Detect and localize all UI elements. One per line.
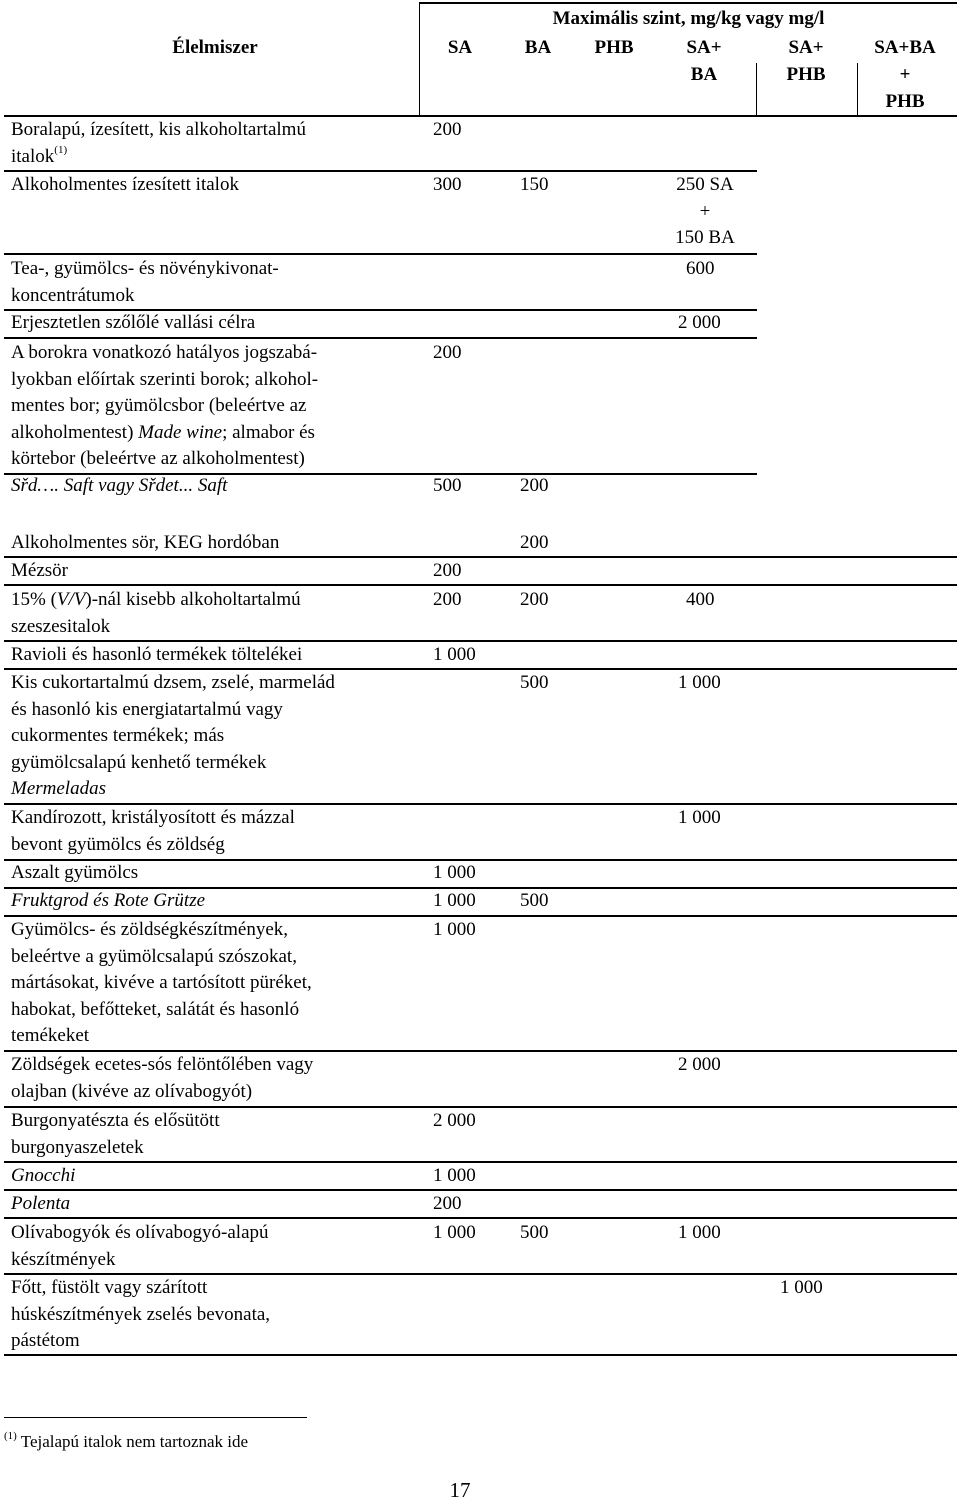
row-divider [4,584,957,586]
table-row-food: Fruktgrod és Rote Grütze [11,890,206,911]
footnote-mark: (1) [4,1430,17,1443]
cell-sa: 300 [433,174,462,195]
cell-sa: 1 000 [433,1165,476,1186]
table-row-food: Aszalt gyümölcs [11,862,139,883]
cell-sa: 200 [433,560,462,581]
table-row-food: Alkoholmentes sör, KEG hordóban [11,532,280,553]
table-row-food: Ravioli és hasonló termékek töltelékei [11,644,303,665]
cell-saba: 250 SA + 150 BA [675,174,735,248]
header-food-column: Élelmiszer [172,37,258,58]
cell-saba: 1 000 [678,1222,721,1243]
header-col-phb: PHB [594,37,634,58]
row-divider [4,337,757,339]
cell-sa: 200 [433,1193,462,1214]
table-row-food: Kandírozott, kristályosított és mázzal bevont gyümölcs és zöldség [11,807,295,855]
header-col-sa: SA [447,37,473,58]
table-row-food: Burgonyatészta és elősütött burgonyaszeletek [11,1110,220,1158]
table-row-food: Zöldségek ecetes-sós felöntőlében vagy olajban (kivéve az olívabogyót) [11,1054,314,1102]
table-row-food: Mézsör [11,560,68,581]
cell-ba: 500 [520,672,549,693]
row-divider [4,1217,957,1219]
table-row-food: Tea-, gyümölcs- és növénykivonat- koncentrátumok [11,258,279,306]
cell-ba: 200 [433,342,462,363]
cell-saba: 1 000 [678,807,721,828]
header-col-saba-line1: SA+ [686,37,722,58]
header-col-saba [668,34,740,88]
cell-ba: 500 [520,890,549,911]
header-supergroup: Maximális szint, mg/kg vagy mg/l [552,8,825,29]
footnote-separator [4,1417,307,1418]
table-row-food: Olívabogyók és olívabogyó-alapú készítmények [11,1222,269,1270]
cell-ba: 150 [520,174,549,195]
cell-ba: 200 [520,532,549,553]
table-row-food: Gyümölcs- és zöldségkészítmények, beleértve a gyümölcsalapú szószokat, mártásokat, kivéve a tartósított püréket, habokat, befőtteket, salátát és hasonló temékeket [11,919,312,1046]
cell-sa: 1 000 [433,919,476,940]
table-row-food: 15% (V/V)-nál kisebb alkoholtartalmú szeszesitalok [11,589,301,637]
table-row-food: Sřd…. Saft vagy Sřdet... Saft [11,475,228,496]
table-row-food: Gnocchi [11,1165,76,1186]
header-col-saphb [770,34,842,88]
column-divider [756,63,757,115]
table-row-food: A borokra vonatkozó hatályos jogszabá- lyokban előírtak szerinti borok; alkohol- mentes bor; gyümölcsbor (beleértve az alkoholmentest) Made wine; almabor és körtebor (beleértve az alkoholmentest) [11,342,319,469]
column-divider [419,2,420,115]
cell-ba: 200 [520,475,549,496]
header-col-sabaphb-line2: + [899,64,911,85]
footnote-text: Tejalapú italok nem tartoznak ide [20,1432,249,1451]
cell-ba: 200 [520,589,549,610]
footnote [4,1430,248,1454]
header-col-saba-line2: BA [690,64,718,85]
header-col-ba: BA [524,37,552,58]
table-row-food: Főtt, füstölt vagy szárított húskészítmények zselés bevonata, pástétom [11,1277,271,1351]
cell-sa: 200 [433,119,462,140]
cell-phb: 400 [686,589,715,610]
cell-sa: 1 000 [433,1222,476,1243]
table-row-food: Alkoholmentes ízesített italok [11,174,239,195]
cell-saba: 2 000 [678,1054,721,1075]
cell-sa: 1 000 [433,890,476,911]
cell-saba: 2 000 [678,312,721,333]
header-col-sabaphb-line1: SA+BA [874,37,936,58]
cell-saphb: 1 000 [780,1277,823,1298]
page-number: 17 [449,1478,471,1502]
column-divider [857,63,858,115]
cell-saba: 1 000 [678,672,721,693]
cell-sa: 1 000 [433,644,476,665]
table-row-food: Boralapú, ízesített, kis alkoholtartalmú italok$^{(1)}$ [11,119,306,167]
cell-sa: 200 [433,589,462,610]
cell-sa: 2 000 [433,1110,476,1131]
header-col-sabaphb-line3: PHB [885,91,925,112]
row-divider [4,253,757,255]
table-row-food: Kis cukortartalmú dzsem, zselé, marmelád és hasonló kis energiatartalmú vagy cukormentes termékek; más gyümölcsalapú kenhető termékek Mermeladas [11,672,335,799]
cell-saba: 600 [686,258,715,279]
cell-sa: 500 [433,475,462,496]
header-col-sabaphb [862,34,948,115]
cell-sa: 1 000 [433,862,476,883]
table-row-food: Polenta [11,1193,71,1214]
header-col-saphb-line1: SA+ [788,37,824,58]
table-row-food: Erjesztetlen szőlőlé vallási célra [11,312,256,333]
table-bottom-border [4,1354,957,1356]
cell-ba: 500 [520,1222,549,1243]
header-col-saphb-line2: PHB [786,64,826,85]
table-top-border [420,2,957,4]
footnote-marker: (1) [54,144,68,157]
